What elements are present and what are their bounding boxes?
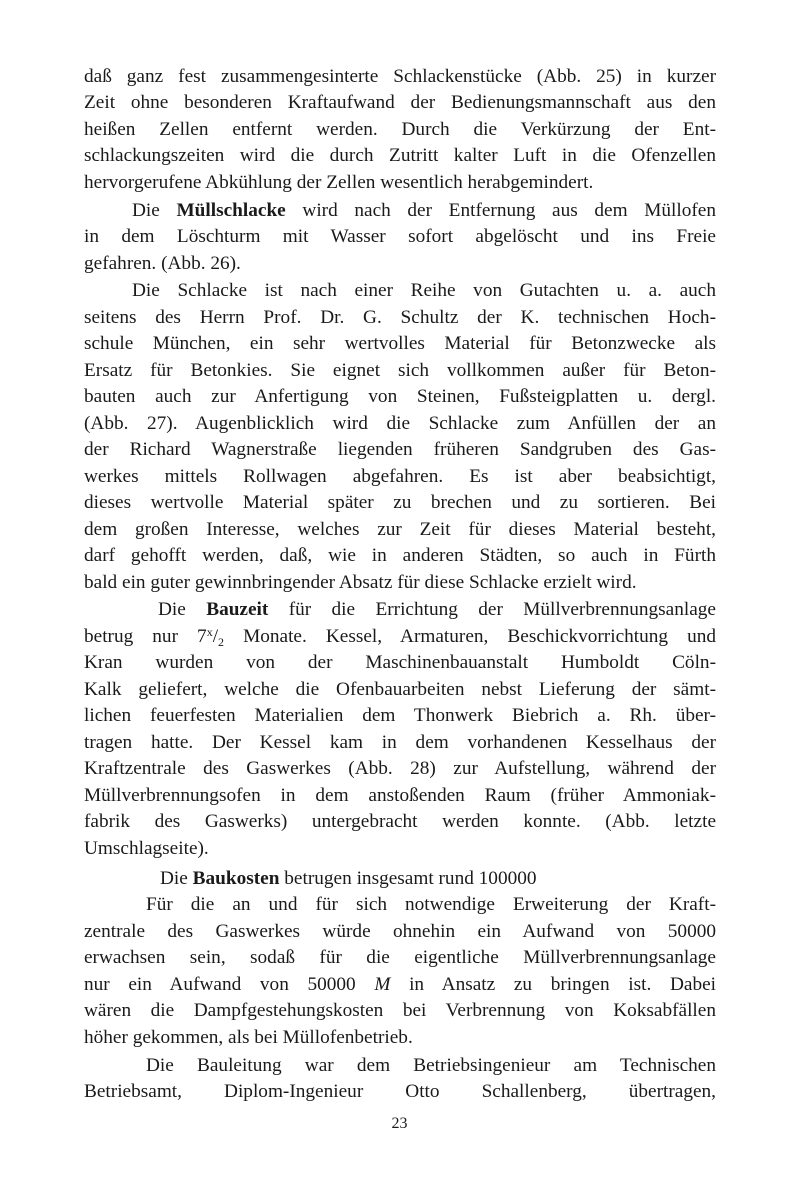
text-line: lichen feuerfesten Materialien dem Thonwerk Biebrich a. Rh. über- — [84, 705, 716, 726]
text-run: Die — [132, 200, 177, 221]
text-run: betrugen insgesamt rund 100000 — [279, 868, 537, 889]
text-line: Ersatz für Betonkies. Sie eignet sich vollkommen außer für Beton- — [84, 360, 716, 381]
text-line: gefahren. (Abb. 26). — [84, 253, 241, 274]
text-line: darf gehofft werden, daß, wie in anderen Städten, so auch in Fürth — [84, 545, 716, 566]
text-line — [84, 624, 716, 650]
text-line: Kalk geliefert, welche die Ofenbauarbeiten nebst Lieferung der sämt- — [84, 679, 716, 700]
text-line: seitens des Herrn Prof. Dr. G. Schultz der K. technischen Hoch- — [84, 307, 716, 328]
text-line: dieses wertvolle Material später zu brechen und zu sortieren. Bei — [84, 492, 716, 513]
text-line: in dem Löschturm mit Wasser sofort abgelöscht und ins Freie — [84, 226, 716, 247]
text-line: Die Schlacke ist nach einer Reihe von Gutachten u. a. auch — [132, 280, 716, 301]
text-run: Die — [160, 868, 193, 889]
text-line — [84, 972, 716, 998]
bold-term: Bauzeit — [206, 599, 269, 620]
text-line: Kraftzentrale des Gaswerkes (Abb. 28) zur Aufstellung, während der — [84, 758, 716, 779]
text-line: höher gekommen, als bei Müllofenbetrieb. — [84, 1027, 413, 1048]
text-line: Umschlagseite). — [84, 838, 209, 859]
text-run: für die Errichtung der Müllverbrennungsanlage — [268, 599, 716, 620]
text-line: dem großen Interesse, welches zur Zeit für dieses Material besteht, — [84, 519, 716, 540]
text-line — [160, 866, 716, 892]
text-line: wären die Dampfgestehungskosten bei Verbrennung von Koksabfällen — [84, 1000, 716, 1021]
text-line: der Richard Wagnerstraße liegenden früheren Sandgruben des Gas- — [84, 439, 716, 460]
text-line: daß ganz fest zusammengesinterte Schlackenstücke (Abb. 25) in kurzer — [84, 66, 716, 87]
text-line: tragen hatte. Der Kessel kam in dem vorhandenen Kesselhaus der — [84, 732, 716, 753]
text-run: Monate. Kessel, Armaturen, Beschickvorrichtung und — [224, 626, 717, 647]
text-line: werkes mittels Rollwagen abgefahren. Es ist aber beabsichtigt, — [84, 466, 716, 487]
text-line: (Abb. 27). Augenblicklich wird die Schlacke zum Anfüllen der an — [84, 413, 716, 434]
text-line — [158, 597, 716, 623]
text-line: heißen Zellen entfernt werden. Durch die Verkürzung der Ent- — [84, 119, 716, 140]
text-line: Für die an und für sich notwendige Erweiterung der Kraft- — [146, 894, 716, 915]
text-line: schule München, ein sehr wertvolles Material für Betonzwecke als — [84, 333, 716, 354]
page-number: 23 — [391, 1115, 408, 1132]
text-run: nur ein Aufwand von 50000 — [84, 974, 375, 995]
text-line: hervorgerufene Abkühlung der Zellen wesentlich herabgemindert. — [84, 172, 594, 193]
text-line: erwachsen sein, sodaß für die eigentliche Müllverbrennungsanlage — [84, 947, 716, 968]
text-line: Müllverbrennungsofen in dem anstoßenden Raum (früher Ammoniak- — [84, 785, 716, 806]
text-line: Zeit ohne besonderen Kraftaufwand der Bedienungsmannschaft aus den — [84, 92, 716, 113]
text-line: Kran wurden von der Maschinenbauanstalt Humboldt Cöln- — [84, 652, 716, 673]
text-run: betrug nur 7 — [84, 626, 207, 647]
fraction-slash: / — [212, 626, 219, 647]
currency-symbol: M — [374, 974, 391, 995]
bold-term: Baukosten — [192, 868, 280, 889]
text-line: Betriebsamt, Diplom-Ingenieur Otto Schallenberg, übertragen, — [84, 1081, 716, 1102]
text-line: Die Bauleitung war dem Betriebsingenieur am Technischen — [146, 1055, 716, 1076]
superscript: x — [206, 625, 213, 639]
text-run: wird nach der Entfernung aus dem Müllofen — [285, 200, 716, 221]
text-line: schlackungszeiten wird die durch Zutritt kalter Luft in die Ofenzellen — [84, 145, 716, 166]
text-line: bauten auch zur Anfertigung von Steinen, Fußsteigplatten u. dergl. — [84, 386, 716, 407]
text-run: in Ansatz zu bringen ist. Dabei — [390, 974, 717, 995]
text-line — [132, 198, 716, 224]
subscript: 2 — [218, 635, 225, 649]
text-line: zentrale des Gaswerkes würde ohnehin ein Aufwand von 50000 — [84, 921, 716, 942]
text-line: fabrik des Gaswerks) untergebracht werden konnte. (Abb. letzte — [84, 811, 716, 832]
bold-term: Müllschlacke — [176, 200, 286, 221]
text-line: bald ein guter gewinnbringender Absatz für diese Schlacke erzielt wird. — [84, 572, 637, 593]
text-run: Die — [158, 599, 207, 620]
